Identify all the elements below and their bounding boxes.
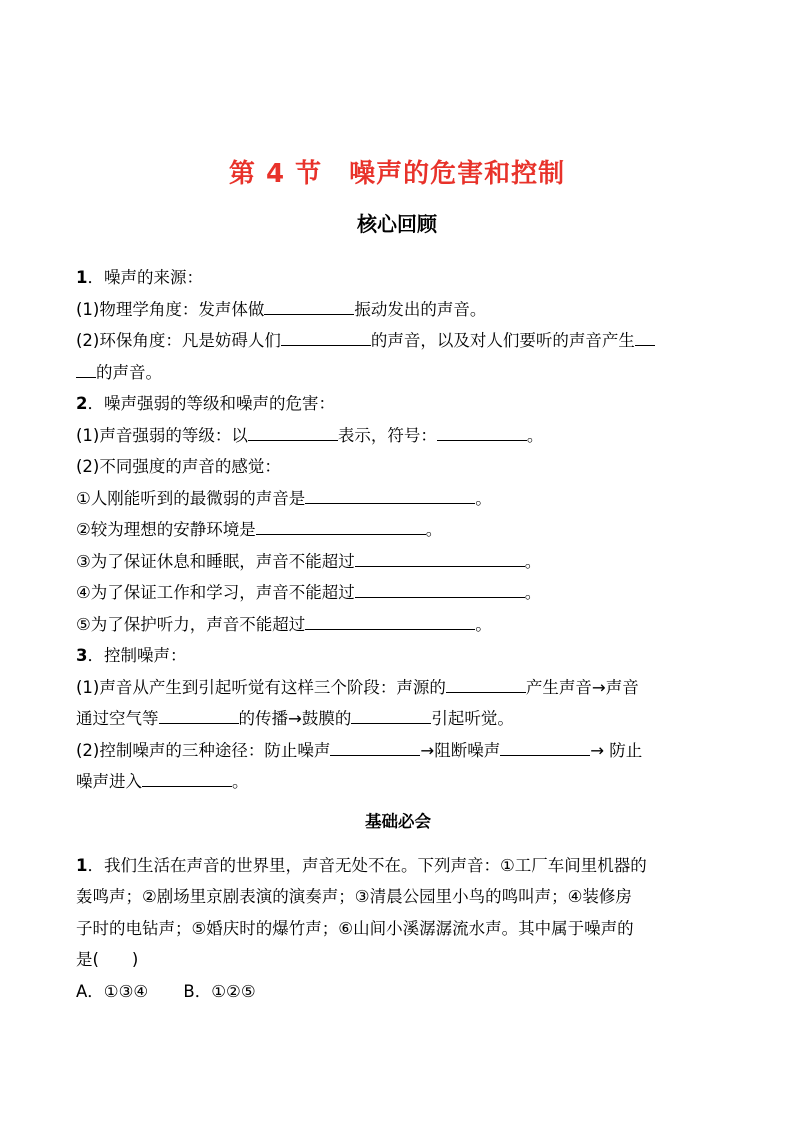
page-title: 第 4 节 噪声的危害和控制 bbox=[228, 159, 566, 189]
item-text: (1)声音从产生到引起听觉有这样三个阶段：声源的 bbox=[76, 677, 446, 697]
worksheet-content bbox=[76, 262, 720, 1007]
answer-blank[interactable] bbox=[355, 583, 525, 598]
question-text: ．控制噪声： bbox=[87, 646, 187, 665]
item-text: ①人刚能听到的最微弱的声音是 bbox=[76, 488, 306, 508]
section-heading-core-review: 核心回顾 bbox=[357, 212, 437, 236]
item-text: 。 bbox=[475, 488, 492, 508]
question-number: 1 bbox=[76, 268, 88, 287]
item-text: 噪声进入 bbox=[76, 772, 142, 791]
review-q1-heading bbox=[76, 262, 720, 294]
item-text: ⑤为了保护听力，声音不能超过 bbox=[76, 614, 306, 634]
question-number: 3 bbox=[76, 646, 88, 665]
item-text: 的声音，以及对人们要听的声音产生 bbox=[370, 331, 635, 350]
answer-blank[interactable] bbox=[635, 331, 655, 346]
question-line bbox=[76, 913, 720, 945]
answer-blank[interactable] bbox=[248, 426, 338, 441]
section-heading-basics: 基础必会 bbox=[365, 811, 431, 831]
answer-blank[interactable] bbox=[500, 741, 590, 756]
answer-blank[interactable] bbox=[351, 709, 431, 724]
item-text: 通过空气等 bbox=[76, 709, 159, 728]
item-text: 表示，符号： bbox=[337, 425, 437, 445]
answer-blank[interactable] bbox=[142, 772, 232, 787]
answer-blank[interactable] bbox=[256, 520, 426, 535]
basics-question-1 bbox=[76, 850, 720, 1008]
review-q3-item-1 bbox=[76, 672, 720, 704]
review-q1-item-2-cont bbox=[76, 357, 720, 389]
item-text: → 防止 bbox=[590, 740, 643, 760]
item-text: 的传播→鼓膜的 bbox=[238, 709, 352, 728]
item-text: 产生声音→声音 bbox=[525, 677, 639, 697]
review-q3-item-2-cont bbox=[76, 766, 720, 798]
item-text: 。 bbox=[524, 551, 542, 571]
review-q2-sub-4 bbox=[76, 577, 720, 609]
item-text: 。 bbox=[425, 520, 443, 539]
question-number: 2 bbox=[76, 394, 88, 413]
review-q2-sub-2 bbox=[76, 514, 720, 546]
question-text: 轰鸣声；②剧场里京剧表演的演奏声；③清晨公园里小鸟的鸣叫声；④装修房 bbox=[76, 887, 632, 906]
question-line bbox=[76, 881, 720, 913]
item-text: 。 bbox=[526, 425, 544, 445]
option-a[interactable]: A．①③④ bbox=[76, 981, 149, 1001]
question-text: ．噪声强弱的等级和噪声的危害： bbox=[87, 394, 335, 413]
item-text: 。 bbox=[475, 614, 492, 634]
item-text: (1)声音强弱的等级：以 bbox=[76, 425, 248, 445]
review-q2-sub-5 bbox=[76, 609, 720, 641]
item-text: (2)环保角度：凡是妨碍人们 bbox=[76, 331, 281, 350]
review-q2-item-1 bbox=[76, 420, 720, 452]
item-text: 引起听觉。 bbox=[431, 709, 514, 728]
option-b[interactable]: B．①②⑤ bbox=[183, 981, 256, 1001]
answer-blank[interactable] bbox=[159, 709, 239, 724]
item-text: →阻断噪声 bbox=[420, 740, 501, 760]
item-text: 振动发出的声音。 bbox=[354, 299, 487, 319]
answer-blank[interactable] bbox=[281, 331, 371, 346]
item-text: ③为了保证休息和睡眠，声音不能超过 bbox=[76, 551, 355, 571]
item-text: (2)不同强度的声音的感觉： bbox=[76, 457, 281, 476]
answer-blank[interactable] bbox=[264, 300, 354, 315]
answer-blank[interactable] bbox=[330, 741, 420, 756]
question-text: 是( ) bbox=[76, 950, 139, 969]
review-q3-item-1-cont bbox=[76, 703, 720, 735]
item-text: ④为了保证工作和学习，声音不能超过 bbox=[76, 583, 355, 602]
answer-options bbox=[76, 976, 720, 1008]
review-q1-item-2 bbox=[76, 325, 720, 357]
review-q2-sub-3 bbox=[76, 546, 720, 578]
review-q1-item-1 bbox=[76, 294, 720, 326]
item-text: (2)控制噪声的三种途径：防止噪声 bbox=[76, 740, 331, 760]
review-q2-item-2 bbox=[76, 451, 720, 483]
answer-blank[interactable] bbox=[446, 678, 526, 693]
item-text: (1)物理学角度：发声体做 bbox=[76, 299, 265, 319]
question-number: 1 bbox=[76, 855, 88, 875]
question-line bbox=[76, 850, 720, 882]
item-text: ②较为理想的安静环境是 bbox=[76, 520, 256, 539]
answer-blank[interactable] bbox=[437, 426, 527, 441]
review-q3-heading bbox=[76, 640, 720, 672]
item-text: 。 bbox=[524, 583, 542, 602]
answer-blank[interactable] bbox=[355, 552, 525, 567]
question-text: 子时的电钻声；⑤婚庆时的爆竹声；⑥山间小溪潺潺流水声。其中属于噪声的 bbox=[76, 918, 634, 938]
item-text: 的声音。 bbox=[96, 362, 162, 382]
item-text: 。 bbox=[232, 772, 249, 791]
answer-blank[interactable] bbox=[76, 363, 96, 378]
review-q3-item-2 bbox=[76, 735, 720, 767]
review-q2-sub-1 bbox=[76, 483, 720, 515]
review-q2-heading bbox=[76, 388, 720, 420]
question-line bbox=[76, 944, 720, 976]
answer-blank[interactable] bbox=[305, 489, 475, 504]
question-text: ．我们生活在声音的世界里，声音无处不在。下列声音：①工厂车间里机器的 bbox=[87, 855, 647, 875]
question-text: ．噪声的来源： bbox=[87, 268, 203, 287]
answer-blank[interactable] bbox=[305, 615, 475, 630]
